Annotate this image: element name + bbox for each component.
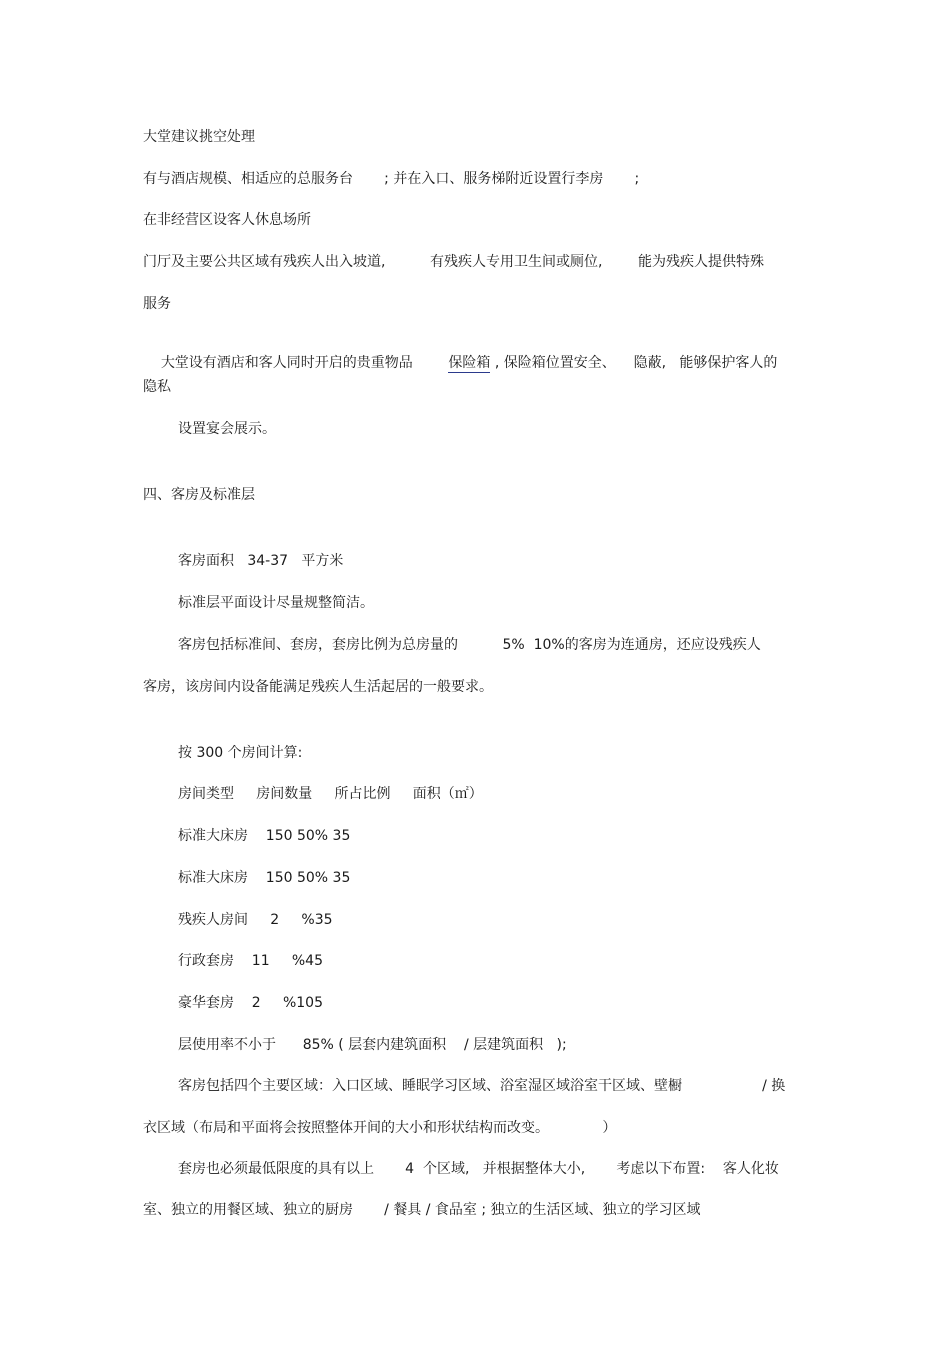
room-table-row: 标准大床房 150 50% 35: [178, 828, 351, 844]
room-table-row: 豪华套房 2 %105: [178, 995, 323, 1011]
room-table-row: 标准大床房 150 50% 35: [178, 870, 351, 886]
text-line: 客房包括四个主要区域：入口区域、睡眠学习区域、浴室湿区域浴室干区域、壁橱 / 换: [178, 1078, 786, 1094]
safe-line-after: , 保险箱位置安全、 隐蔽, 能够保护客人的: [490, 355, 778, 371]
text-line: 层使用率不小于 85% ( 层套内建筑面积 / 层建筑面积 );: [178, 1037, 567, 1053]
text-line: 室、独立的用餐区域、独立的厨房 / 餐具 / 食品室 ; 独立的生活区域、独立的学习区域: [143, 1202, 701, 1218]
safe-line: [143, 336, 777, 390]
room-table-row: 残疾人房间 2 %35: [178, 912, 333, 928]
text-line: 门厅及主要公共区域有残疾人出入坡道, 有残疾人专用卫生间或厕位, 能为残疾人提供特殊: [143, 254, 765, 270]
text-line: 客房包括标准间、套房，套房比例为总房量的 5% 10%的客房为连通房，还应设残疾人: [178, 637, 761, 653]
text-line: 在非经营区设客人休息场所: [143, 212, 311, 228]
text-line: 衣区域（布局和平面将会按照整体开间的大小和形状结构而改变。 ）: [143, 1120, 617, 1136]
text-line: 客房，该房间内设备能满足残疾人生活起居的一般要求。: [143, 679, 493, 695]
text-line: 有与酒店规模、相适应的总服务台 ; 并在入口、服务梯附近设置行李房 ;: [143, 171, 640, 187]
room-table-header: 房间类型 房间数量 所占比例 面积（㎡）: [178, 786, 483, 802]
section-heading: 四、客房及标准层: [143, 487, 255, 503]
text-line: 服务: [143, 296, 171, 312]
text-line: 套房也必须最低限度的具有以上 4 个区域, 并根据整体大小, 考虑以下布置: 客人化妆: [178, 1161, 779, 1177]
text-line: 客房面积 34-37 平方米: [178, 553, 344, 569]
safe-box-link[interactable]: 保险箱: [448, 355, 491, 371]
text-line: 标准层平面设计尽量规整简洁。: [178, 595, 374, 611]
room-table-row: 行政套房 11 %45: [178, 953, 323, 969]
text-line: 设置宴会展示。: [178, 421, 276, 437]
safe-line-before: 大堂设有酒店和客人同时开启的贵重物品: [160, 355, 449, 371]
text-line: 隐私: [143, 379, 171, 395]
text-line: 按 300 个房间计算:: [178, 745, 303, 761]
text-line: 大堂建议挑空处理: [143, 129, 255, 145]
